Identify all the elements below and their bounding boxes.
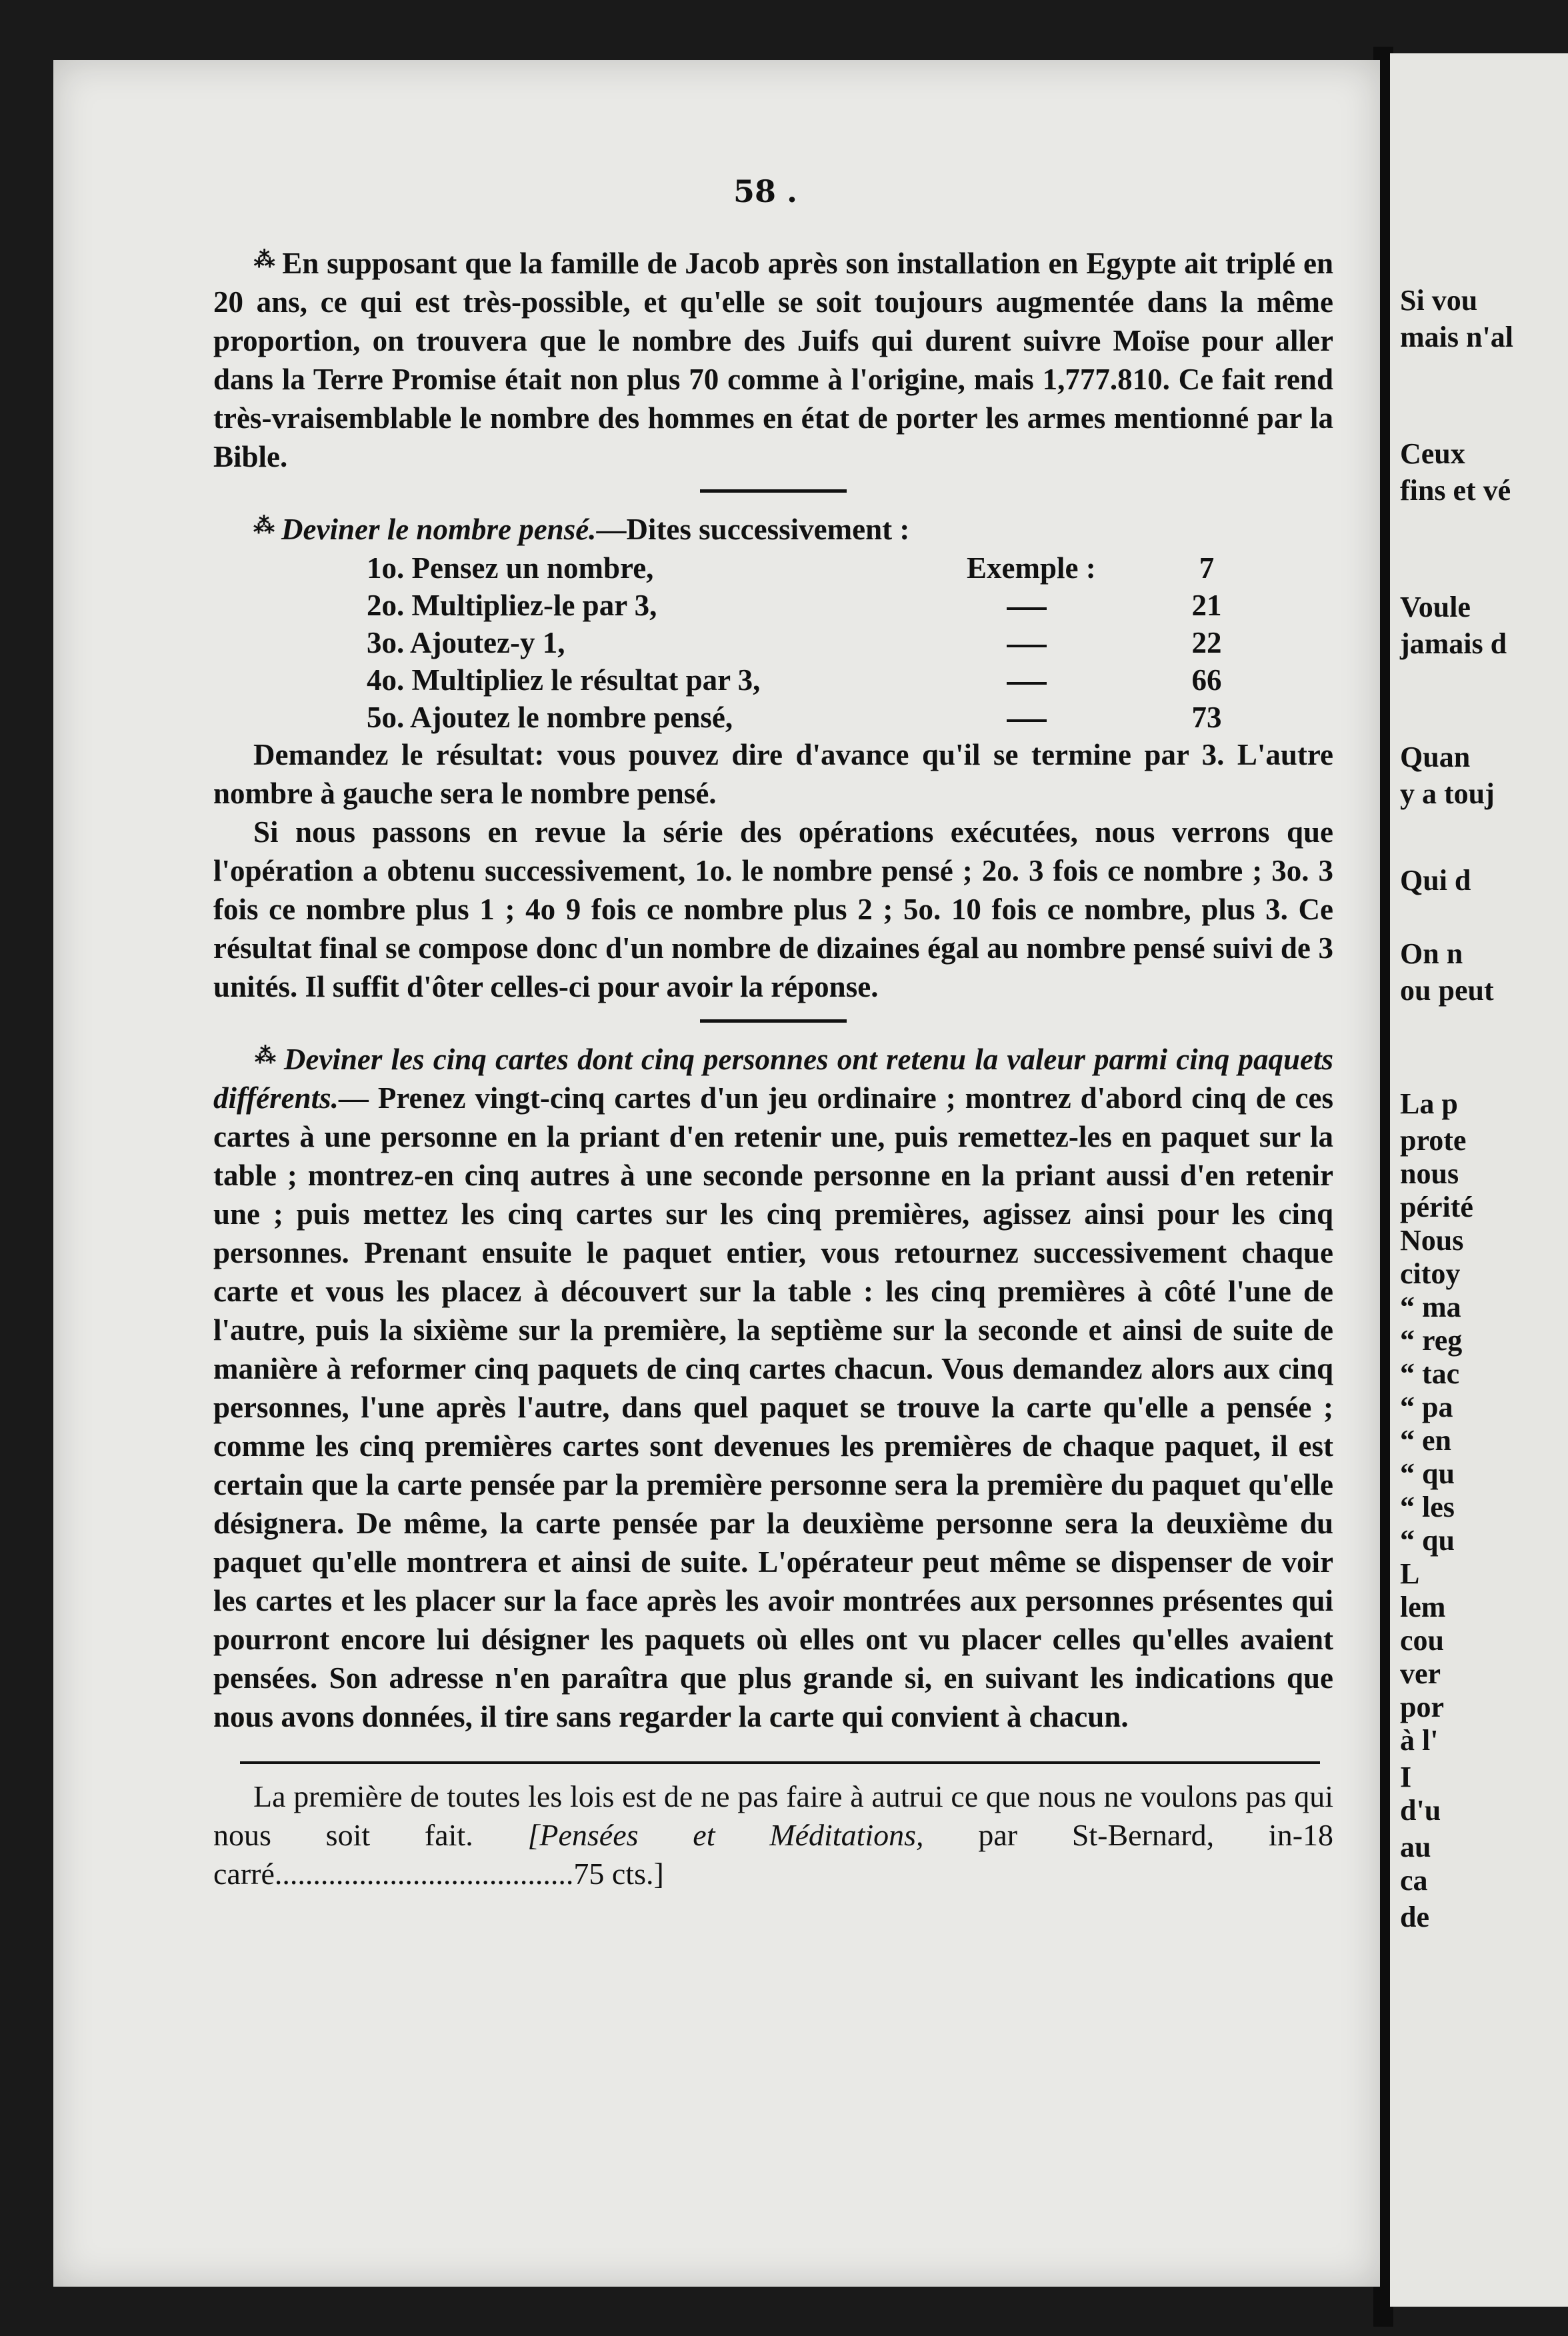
asterism-icon: ⁂ [253, 1043, 277, 1067]
asterism-icon: ⁂ [253, 513, 275, 537]
table-row: 2o. Multipliez-le par 3, 21 [367, 589, 1222, 622]
paragraph-review: Si nous passons en revue la série des opérations exécutées, nous verrons que l'opération a obtenu successivement, 1o. le nombre pensé ; 2o. 3 fois ce nombre ; 3o. 3 fois ce nombre plus 1 ; 4o 9 fois ce nombre plus 2 ; 5o. 10 fois ce nombre, plus 3. Ce résultat final se compose donc d'un nombre de dizaines égal au nombre pensé suivi de 3 unités. Il suffit d'ôter celles-ci pour avoir la réponse. [213, 815, 1333, 1003]
page-number: 58 . [733, 173, 798, 209]
section-divider [700, 1019, 847, 1023]
page-body [213, 240, 1333, 1893]
table-row: 5o. Ajoutez le nombre pensé, 73 [367, 701, 1222, 734]
footer-advertisement: La première de toutes les lois est de ne pas faire à autrui ce que nous ne voulons pas qui nous soit fait. [Pensées et Méditations, par St-Bernard, in-18 carré.......................................75 cts.] [213, 1779, 1334, 1891]
table-row: 4o. Multipliez le résultat par 3, 66 [367, 663, 1222, 697]
table-row: 1o. Pensez un nombre, Exemple : 7 [367, 551, 1215, 585]
section-cards: ⁂ Deviner les cinq cartes dont cinq personnes ont retenu la valeur parmi cinq paquets différents.— Prenez vingt-cinq cartes d'un jeu ordinaire ; montrez d'abord cinq de ces cartes à une personne en la priant d'en retenir une, puis remettez-les en paquet sur la table ; montrez-en cinq autres à une seconde personne en la priant aussi d'en retenir une ; puis mettez les cinq cartes sur les cinq premières, agissez ainsi pour les cinq personnes. Prenant ensuite le paquet entier, vous retournez successivement chaque carte et vous les placez à découvert sur la table : les cinq premières à côté l'une de l'autre, puis la sixième sur la première, la septième sur la seconde et ainsi de suite de manière à reformer cinq paquets de cinq cartes chacun. Vous demandez alors aux cinq personnes, l'une après l'autre, dans quel paquet se trouve la carte qu'elle a pensée ; comme les cinq premières cartes sont devenues les premières de chaque paquet, il est certain que la carte pensée par la première personne sera la première du paquet qu'elle désignera. De même, la carte pensée par la deuxième personne sera la deuxième du paquet qu'elle montrera et ainsi de suite. L'opérateur peut même se dispenser de voir les cartes et les placer sur la face après les avoir montrées aux personnes présentes qui pourront encore lui désigner les paquets où elles ont vu placer celles qu'elles avaient pensées. Son adresse n'en paraîtra que plus grande si, en suivant les indications que nous avons données, il tire sans regarder la carte qui convient à chacun. [213, 1043, 1334, 1733]
paragraph-jacob: ⁂ En supposant que la famille de Jacob après son installation en Egypte ait triplé en 20 ans, ce qui est très-possible, et qu'elle se soit toujours augmentée dans la même proportion, on trouvera que le nombre des Juifs qui durent suivre Moïse pour aller dans la Terre Promise était non plus 70 comme à l'origine, mais 1,777.810. Ce fait rend très-vraisemblable le nombre des hommes en état de porter les armes mentionné par la Bible. [213, 247, 1333, 473]
footer-divider [240, 1761, 1320, 1764]
table-row: 3o. Ajoutez-y 1, 22 [367, 626, 1222, 659]
right-page-edge: Si vou mais n'al Ceux fins et vé Voule jamais d Quan y a touj Qui d On n ou peut La p prote nous périté Nous citoy “ ma “ reg “ tac “ pa “ en “ qu “ les “ qu L lem cou ver por à l' I d'u au ca de [1390, 53, 1568, 2307]
section-divider [700, 489, 847, 493]
dash-mark [1007, 682, 1047, 685]
section-title: Deviner le nombre pensé. [281, 513, 597, 546]
example-table [213, 549, 1333, 735]
section-title: Deviner les cinq cartes dont cinq personnes ont retenu la valeur parmi cinq paquets différents. [213, 1043, 1334, 1115]
section-number-guess-heading: ⁂ Deviner le nombre pensé.—Dites successivement : [253, 513, 910, 546]
dash-mark [1007, 607, 1047, 610]
dash-mark [1007, 719, 1047, 722]
dash-mark [1007, 645, 1047, 647]
paragraph-result: Demandez le résultat: vous pouvez dire d'avance qu'il se termine par 3. L'autre nombre à gauche sera le nombre pensé. [213, 738, 1333, 810]
asterism-icon: ⁂ [253, 247, 276, 271]
